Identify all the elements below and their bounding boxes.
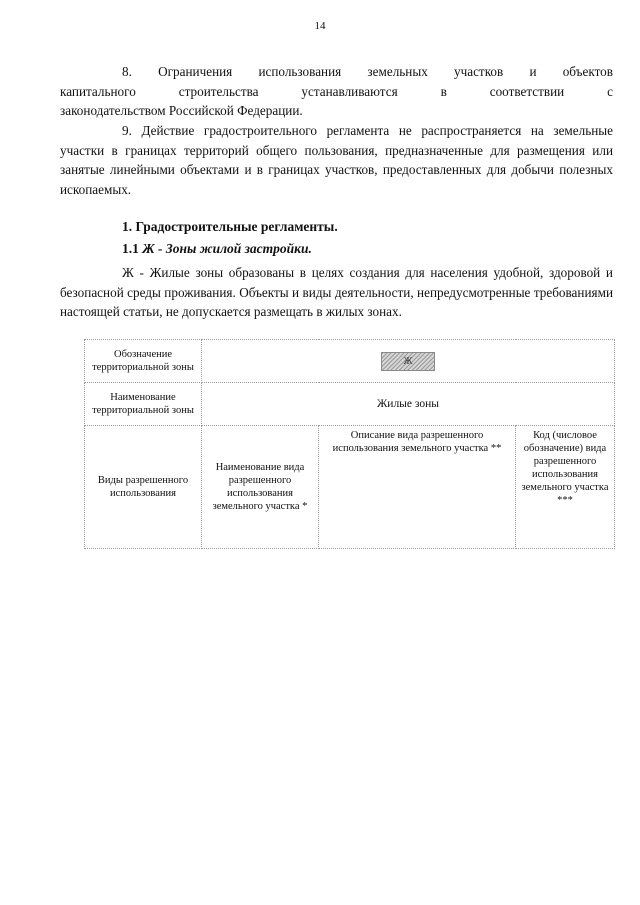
table-row — [85, 426, 615, 549]
subsection-number: 1.1 — [122, 241, 139, 256]
permitted-use-label: Виды разрешенного использования — [85, 426, 202, 549]
zone-name-label: Наименование территориальной зоны — [85, 383, 202, 426]
zone-code-label: Обозначение территориальной зоны — [85, 340, 202, 383]
clause-8-line-3: законодательством Российской Федерации. — [60, 103, 303, 119]
zone-description: Ж - Жилые зоны образованы в целях создания для населения удобной, здоровой и безопасной среды проживания. Объекты и виды деятельности, непредусмотренные требованиями настоящей статьи, не допускается размещать в жилых зонах. — [60, 265, 613, 320]
header-use-code: Код (числовое обозначение) вида разрешенного использования земельного участка *** — [516, 426, 615, 549]
page-number: 14 — [314, 20, 326, 32]
zone-code-badge: Ж — [381, 352, 436, 371]
clause-8 — [60, 62, 613, 121]
zone-name-value: Жилые зоны — [202, 383, 615, 426]
table-row — [85, 340, 615, 383]
subsection-heading — [122, 241, 312, 257]
table-row — [85, 383, 615, 426]
header-use-description: Описание вида разрешенного использования земельного участка ** — [319, 426, 516, 549]
header-use-name: Наименование вида разрешенного использования земельного участка * — [202, 426, 319, 549]
clause-8-line-2: капитального строительства устанавливаются в соответствии с — [60, 83, 613, 99]
subsection-title: Ж - Зоны жилой застройки. — [142, 241, 312, 256]
clause-9: 9. Действие градостроительного регламента не распространяется на земельные участки в границах территорий общего пользования, предназначенные для размещения или занятые линейными объектами и в границах участков, предоставленных для добычи полезных ископаемых. — [60, 123, 613, 197]
clause-8-line-1: 8. Ограничения использования земельных участков и объектов — [122, 64, 613, 79]
section-heading: 1. Градостроительные регламенты. — [122, 219, 338, 234]
regulation-table — [84, 339, 615, 549]
zone-code-cell — [202, 340, 615, 383]
